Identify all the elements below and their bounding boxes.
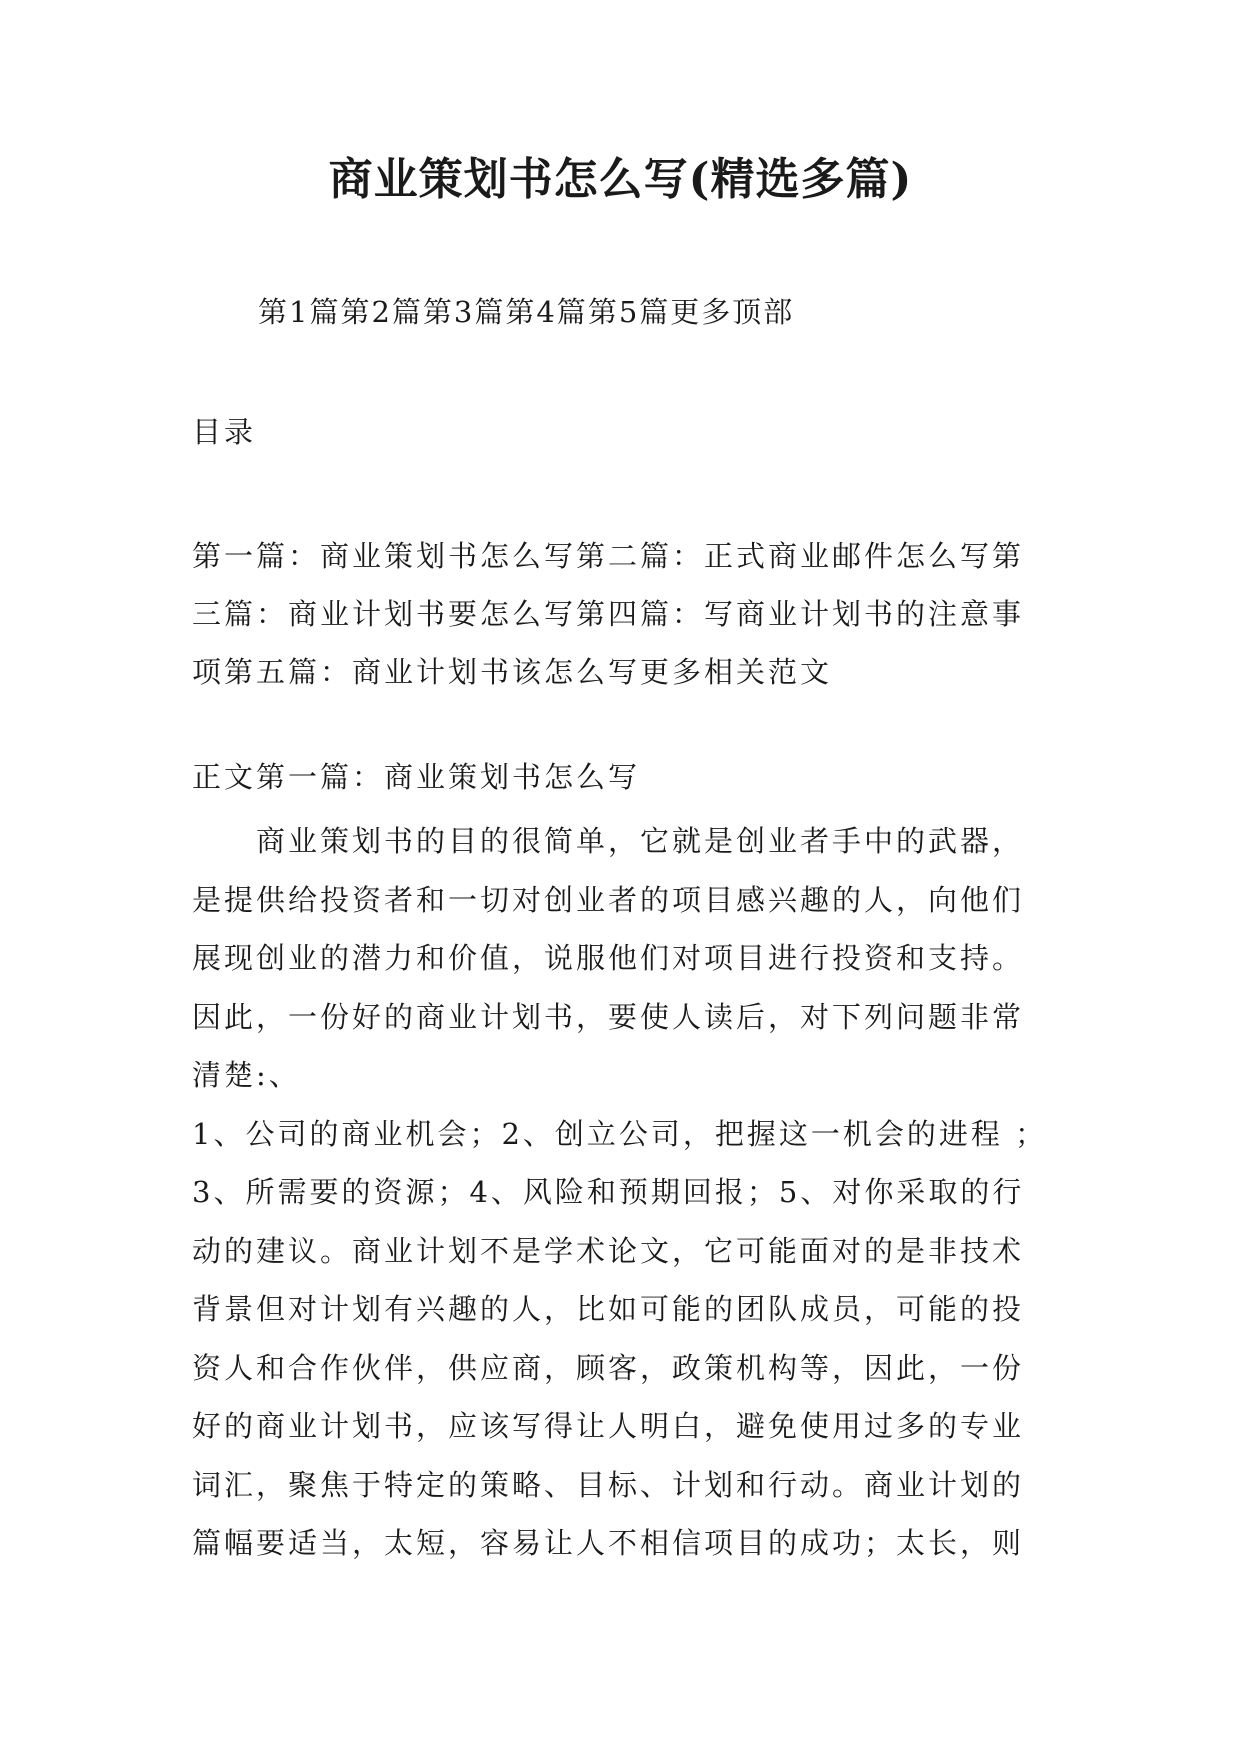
body-line: 好的商业计划书，应该写得让人明白，避免使用过多的专业 — [192, 1409, 1025, 1443]
body-line: 资人和合作伙伴，供应商，顾客，政策机构等，因此，一份 — [192, 1350, 1025, 1385]
document-title: 商业策划书怎么写(精选多篇) — [328, 154, 913, 205]
body-line: 是提供给投资者和一切对创业者的项目感兴趣的人，向他们 — [192, 882, 1025, 917]
nav-link-more[interactable]: 更多 — [670, 295, 733, 329]
body-line: 1、公司的商业机会；2、创立公司，把握这一机会的进程 ； — [192, 1116, 1048, 1151]
body-line: 展现创业的潜力和价值，说服他们对项目进行投资和支持。 — [192, 941, 1025, 975]
nav-link-top[interactable]: 顶部 — [732, 295, 795, 329]
body-line: 词汇，聚焦于特定的策略、目标、计划和行动。商业计划的 — [192, 1467, 1025, 1502]
toc-heading: 目录 — [192, 415, 257, 449]
body-line: 商业策划书的目的很简单，它就是创业者手中的武器， — [256, 824, 1025, 858]
body-line: 清楚:、 — [192, 1058, 301, 1092]
body-text — [192, 812, 1072, 1573]
toc-line[interactable]: 项第五篇：商业计划书该怎么写更多相关范文 — [192, 655, 833, 689]
body-line: 篇幅要适当，太短，容易让人不相信项目的成功；太长，则 — [192, 1526, 1025, 1560]
body-line: 因此，一份好的商业计划书，要使人读后，对下列问题非常 — [192, 999, 1025, 1034]
nav-link-part-5[interactable]: 第5篇 — [587, 295, 671, 329]
body-line: 3、所需要的资源；4、风险和预期回报；5、对你采取的行 — [192, 1175, 1025, 1209]
nav-link-part-1[interactable]: 第1篇 — [258, 295, 341, 329]
nav-link-part-3[interactable]: 第3篇 — [422, 295, 506, 329]
body-line: 动的建议。商业计划不是学术论文，它可能面对的是非技术 — [192, 1233, 1025, 1268]
body-line: 背景但对计划有兴趣的人，比如可能的团队成员，可能的投 — [192, 1292, 1025, 1326]
body-heading: 正文第一篇：商业策划书怎么写 — [192, 760, 641, 794]
nav-link-part-4[interactable]: 第4篇 — [505, 295, 588, 329]
toc-line[interactable]: 第一篇：商业策划书怎么写第二篇：正式商业邮件怎么写第 — [192, 539, 1025, 573]
toc-list — [192, 527, 1072, 701]
section-nav — [258, 290, 794, 334]
nav-link-part-2[interactable]: 第2篇 — [340, 295, 423, 329]
toc-line[interactable]: 三篇：商业计划书要怎么写第四篇：写商业计划书的注意事 — [192, 597, 1025, 631]
